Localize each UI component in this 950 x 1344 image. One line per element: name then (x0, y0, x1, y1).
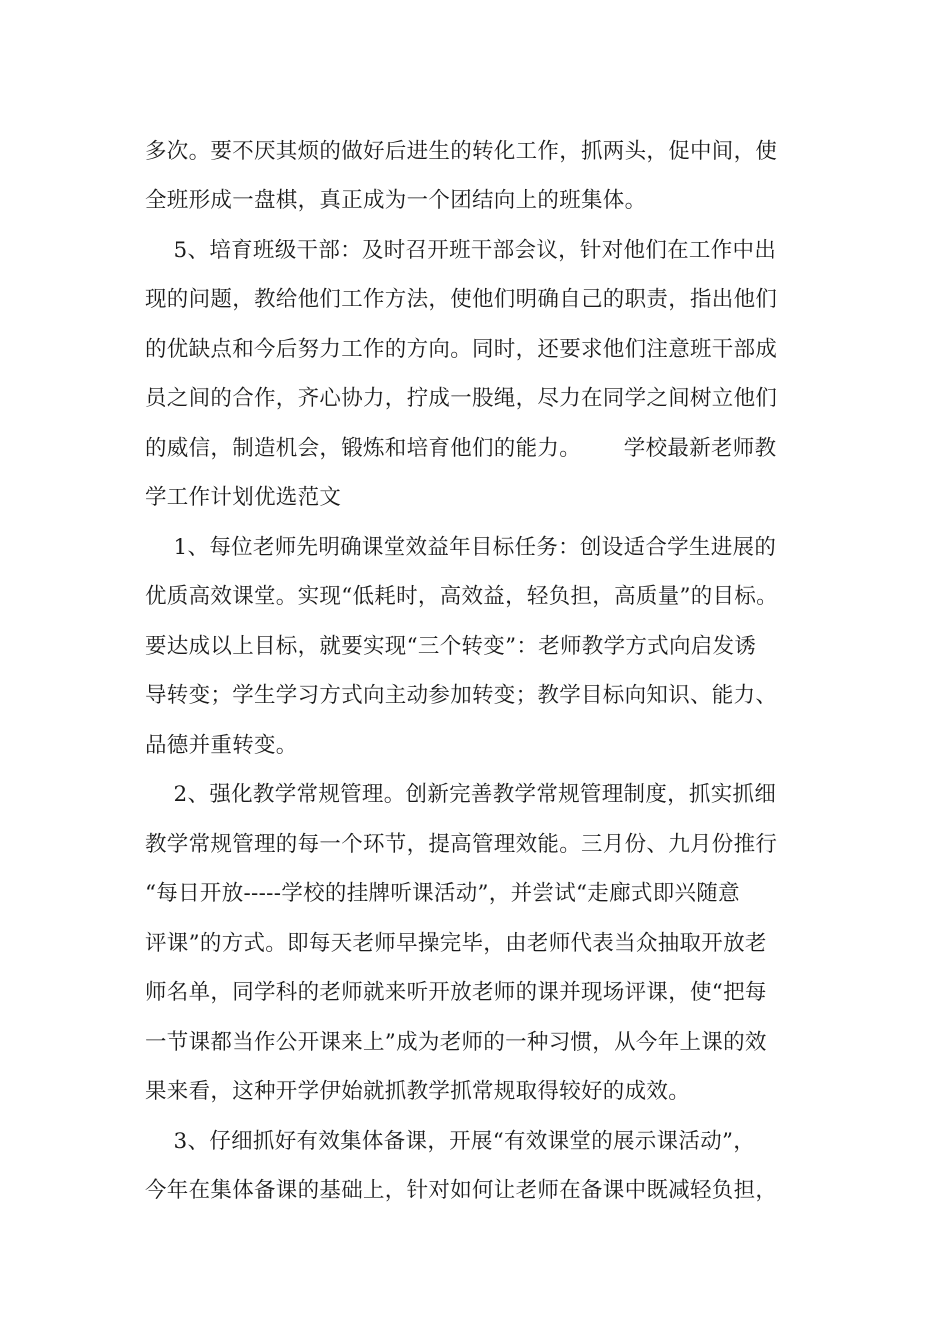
text-line: 多次。要不厌其烦的做好后进生的转化工作，抓两头，促中间，使 (145, 139, 778, 164)
text-line: 品德并重转变。 (145, 733, 298, 758)
text-line: 一节课都当作公开课来上”成为老师的一种习惯，从今年上课的效 (145, 1030, 767, 1055)
text-line: 的威信，制造机会，锻炼和培育他们的能力。 学校最新老师教 (145, 436, 777, 461)
text-line: 2、强化教学常规管理。创新完善教学常规管理制度，抓实抓细 (145, 782, 777, 807)
text-line: 1、每位老师先明确课堂效益年目标任务：创设适合学生进展的 (145, 535, 777, 560)
text-line: 优质高效课堂。实现“低耗时，高效益，轻负担，高质量”的目标。 (145, 584, 778, 609)
text-line: 导转变；学生学习方式向主动参加转变；教学目标向知识、能力、 (145, 683, 778, 708)
text-line: 员之间的合作，齐心协力，拧成一股绳，尽力在同学之间树立他们 (145, 386, 778, 411)
text-line: 师名单，同学科的老师就来听开放老师的课并现场评课，使“把每 (145, 980, 767, 1005)
text-line: 今年在集体备课的基础上，针对如何让老师在备课中既减轻负担， (145, 1178, 778, 1203)
text-line: 果来看，这种开学伊始就抓教学抓常规取得较好的成效。 (145, 1079, 691, 1104)
text-line: “每日开放-----学校的挂牌听课活动”，并尝试“走廊式即兴随意 (145, 881, 740, 906)
text-line: 的优缺点和今后努力工作的方向。同时，还要求他们注意班干部成 (145, 337, 778, 362)
text-line: 现的问题，教给他们工作方法，使他们明确自己的职责，指出他们 (145, 287, 778, 312)
text-line: 5、培育班级干部：及时召开班干部会议，针对他们在工作中出 (145, 238, 777, 263)
text-line: 教学常规管理的每一个环节，提高管理效能。三月份、九月份推行 (145, 832, 778, 857)
text-line: 要达成以上目标，就要实现“三个转变”：老师教学方式向启发诱 (145, 634, 757, 659)
text-line: 学工作计划优选范文 (145, 485, 342, 510)
text-line: 评课”的方式。即每天老师早操完毕，由老师代表当众抽取开放老 (145, 931, 767, 956)
text-line: 3、仔细抓好有效集体备课，开展“有效课堂的展示课活动”， (145, 1129, 756, 1154)
text-line: 全班形成一盘棋，真正成为一个团结向上的班集体。 (145, 188, 647, 213)
